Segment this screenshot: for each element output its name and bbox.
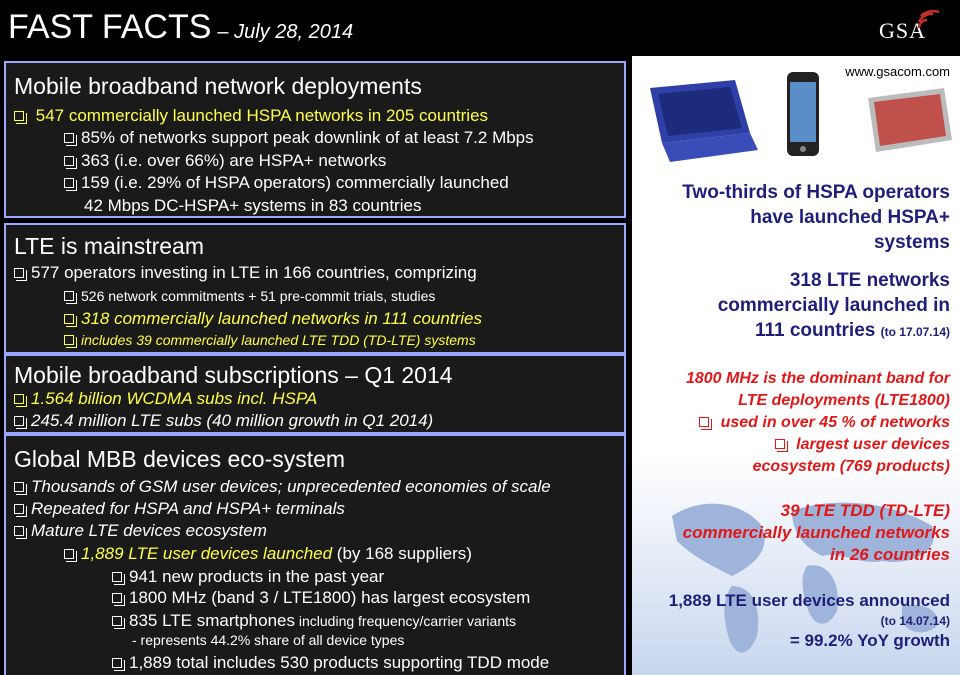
panel-title: Global MBB devices eco-system <box>14 446 346 472</box>
signal-arcs-icon <box>915 10 945 32</box>
fact-line: includes 39 commercially launched LTE TDD (TD-LTE) systems <box>64 332 476 348</box>
fact-line: 1800 MHz (band 3 / LTE1800) has largest ecosystem <box>112 588 530 608</box>
panel-lte <box>4 223 626 354</box>
tdd-highlight: 39 LTE TDD (TD-LTE) commercially launched networks in 26 countries <box>682 501 950 564</box>
band-highlight: 1800 MHz is the dominant band for LTE deployments (LTE1800) used in over 45 % of networks largest user devices ecosystem (769 products) <box>685 370 950 475</box>
fact-line: - represents 44.2% share of all device types <box>132 632 405 648</box>
lte-highlight: 318 LTE networks commercially launched in 111 countries (to 17.07.14) <box>717 270 950 341</box>
fact-line: 1.564 billion WCDMA subs incl. HSPA <box>14 389 317 409</box>
fact-line: 1,889 LTE user devices launched (by 168 suppliers) <box>64 544 472 564</box>
fact-line: 835 LTE smartphones including frequency/carrier variants <box>112 611 516 631</box>
panel-devices <box>4 434 626 675</box>
fact-line: 526 network commitments + 51 pre-commit trials, studies <box>64 288 435 304</box>
fact-line: 318 commercially launched networks in 111 countries <box>64 309 482 329</box>
panel-title: Mobile broadband subscriptions – Q1 2014 <box>14 362 453 388</box>
website-url: www.gsacom.com <box>845 64 950 79</box>
panel-title: LTE is mainstream <box>14 233 205 259</box>
devices-highlight: 1,889 LTE user devices announced (to 14.07.14) = 99.2% YoY growth <box>668 591 950 650</box>
facts-column <box>0 56 632 675</box>
fact-line: 159 (i.e. 29% of HSPA operators) commercially launched <box>64 173 509 193</box>
panel-deployments <box>4 61 626 218</box>
gsa-logo: GSA <box>865 4 953 52</box>
fact-line: Thousands of GSM user devices; unprecedented economies of scale <box>14 477 551 497</box>
page-title: FAST FACTS – July 28, 2014 <box>8 8 354 46</box>
panel-title: Mobile broadband network deployments <box>14 73 422 99</box>
fact-line: 42 Mbps DC-HSPA+ systems in 83 countries <box>84 196 422 215</box>
panel-subscriptions <box>4 354 626 434</box>
fact-line: 1,889 total includes 530 products supporting TDD mode <box>112 653 549 673</box>
fact-line: 547 commercially launched HSPA networks in 205 countries <box>14 106 488 126</box>
fact-line: 245.4 million LTE subs (40 million growth in Q1 2014) <box>14 411 433 431</box>
hspa-highlight: Two-thirds of HSPA operators have launched HSPA+ systems <box>682 182 950 253</box>
page-date: – July 28, 2014 <box>217 21 354 43</box>
smartphone-image <box>784 70 824 160</box>
fact-line: Repeated for HSPA and HSPA+ terminals <box>14 499 345 519</box>
fact-line: 363 (i.e. over 66%) are HSPA+ networks <box>64 151 386 171</box>
header-bar <box>0 0 960 56</box>
tablet-device-image <box>864 86 954 156</box>
fact-line: 577 operators investing in LTE in 166 countries, comprizing <box>14 263 477 283</box>
fact-line: Mature LTE devices ecosystem <box>14 521 267 541</box>
fact-line: 85% of networks support peak downlink of at least 7.2 Mbps <box>64 128 534 148</box>
highlights-column <box>632 56 960 675</box>
laptop-image <box>640 78 760 168</box>
fact-line: 941 new products in the past year <box>112 567 384 587</box>
